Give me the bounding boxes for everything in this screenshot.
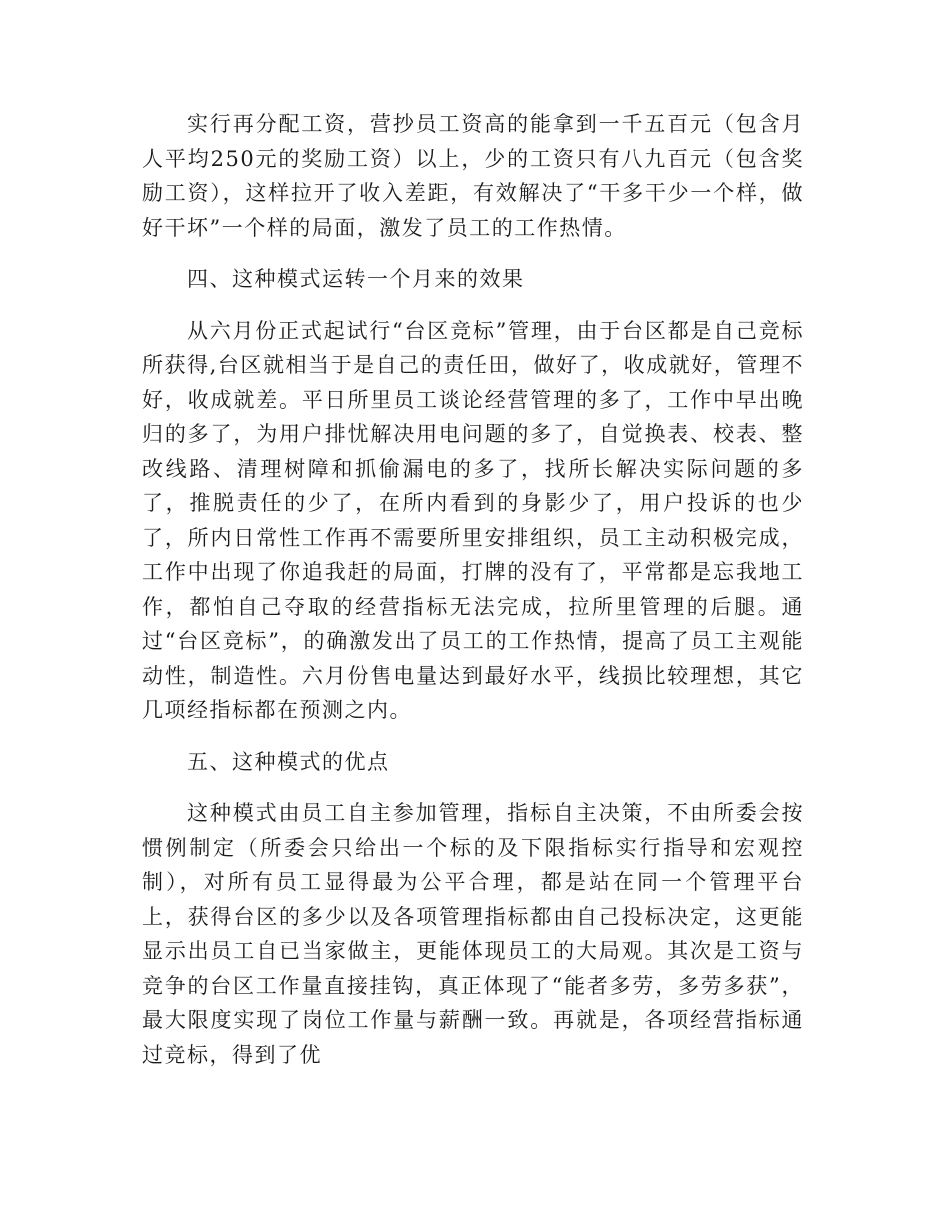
paragraph-advantages: 这种模式由员工自主参加管理，指标自主决策，不由所委会按惯例制定（所委会只给出一个标的及下限指标实行指导和宏观控制），对所有员工显得最为公平合理，都是站在同一个管理平台上，获得台区的多少以及各项管理指标都由自己投标决定，这更能显示出员工自已当家做主，更能体现员工的大局观。其次是工资与竞争的台区工作量直接挂钩，真正体现了“能者多劳，多劳多获”，最大限度实现了岗位工作量与薪酬一致。再就是，各项经营指标通过竞标，得到了优 — [142, 801, 804, 1067]
document-body — [142, 107, 804, 1089]
section-heading-four: 四、这种模式运转一个月来的效果 — [187, 267, 525, 291]
paragraph-wage-distribution: 实行再分配工资，营抄员工资高的能拿到一千五百元（包含月人平均250元的奖励工资）以上，少的工资只有八九百元（包含奖励工资），这样拉开了收入差距，有效解决了“干多干少一个样，做好干坏”一个样的局面，激发了员工的工作热情。 — [142, 112, 804, 240]
section-heading-five: 五、这种模式的优点 — [187, 749, 390, 774]
paragraph-effects: 从六月份正式起试行“台区竞标”管理，由于台区都是自己竞标所获得,台区就相当于是自己的责任田，做好了，收成就好，管理不好，收成就差。平日所里员工谈论经营管理的多了，工作中早出晚归的多了，为用户排忧解决用电问题的多了，自觉换表、校表、整改线路、清理树障和抓偷漏电的多了，找所长解决实际问题的多了，推脱责任的少了，在所内看到的身影少了，用户投诉的也少了，所内日常性工作再不需要所里安排组织，员工主动积极完成，工作中出现了你追我赶的局面，打牌的没有了，平常都是忘我地工作，都怕自己夺取的经营指标无法完成，拉所里管理的后腿。通过“台区竞标”，的确激发出了员工的工作热情，提高了员工主观能动性，制造性。六月份售电量达到最好水平，线损比较理想，其它几项经指标都在预测之内。 — [142, 318, 804, 722]
